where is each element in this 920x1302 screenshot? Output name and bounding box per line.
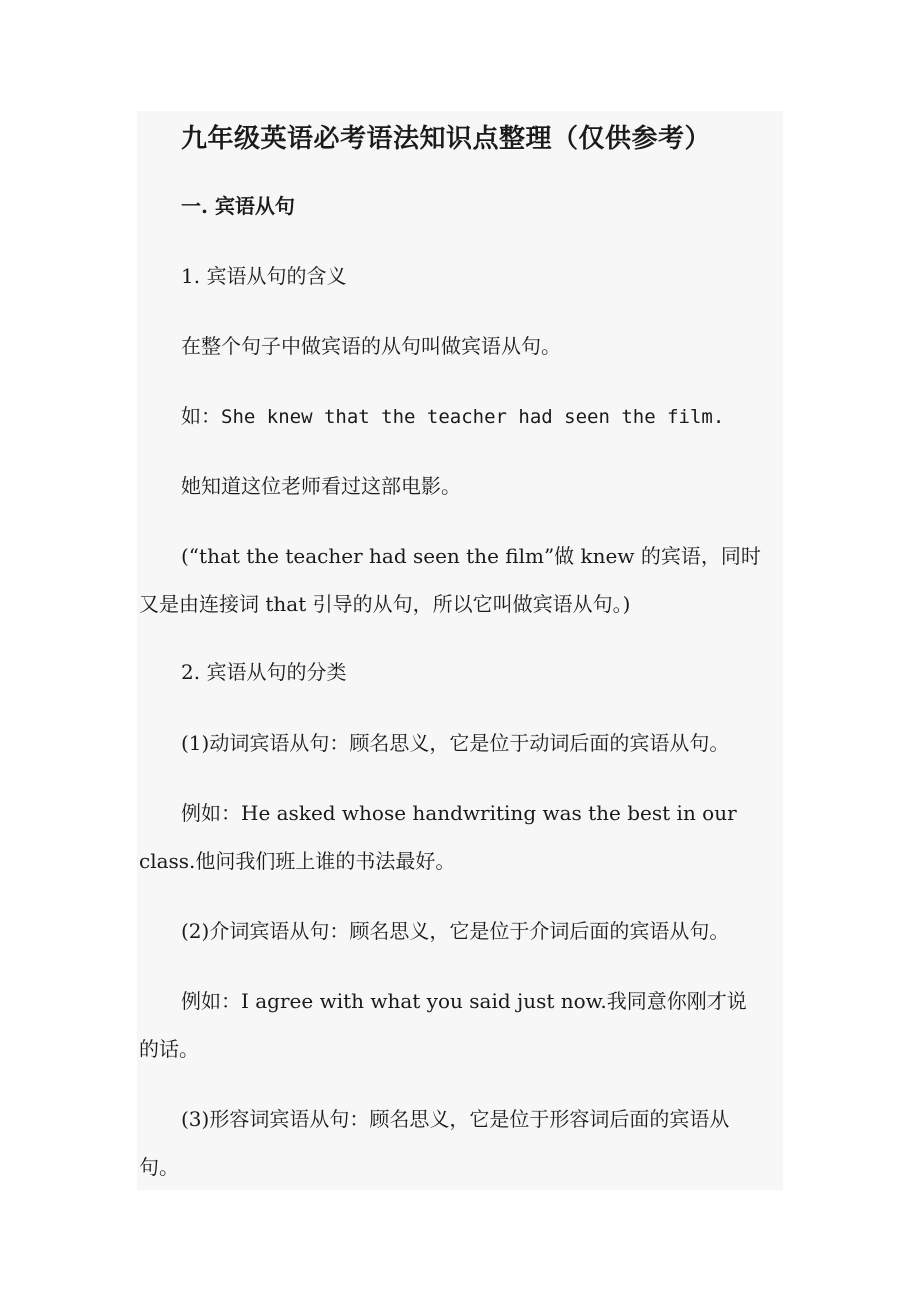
example-1-label: 如： <box>181 404 221 428</box>
document-page <box>137 111 783 1190</box>
type-2-example-line-1: 例如：I agree with what you said just now.我同意你刚才说 <box>181 989 747 1013</box>
type-adjective-object-clause-line-2: 句。 <box>139 1155 179 1179</box>
example-1 <box>181 404 724 429</box>
example-1-english: She knew that the teacher had seen the film. <box>221 406 725 428</box>
document-title: 九年级英语必考语法知识点整理（仅供参考） <box>181 124 712 154</box>
type-1-example-line-1: 例如：He asked whose handwriting was the best in our <box>181 801 737 825</box>
definition-text: 在整个句子中做宾语的从句叫做宾语从句。 <box>181 334 561 358</box>
example-1-translation: 她知道这位老师看过这部电影。 <box>181 474 461 498</box>
subsection-classification: 2. 宾语从句的分类 <box>181 660 347 684</box>
type-preposition-object-clause: (2)介词宾语从句：顾名思义，它是位于介词后面的宾语从句。 <box>181 919 730 943</box>
type-adjective-object-clause-line-1: (3)形容词宾语从句：顾名思义，它是位于形容词后面的宾语从 <box>181 1107 730 1131</box>
explanation-line-1: (“that the teacher had seen the film”做 knew 的宾语，同时 <box>181 544 761 568</box>
subsection-meaning: 1. 宾语从句的含义 <box>181 264 347 288</box>
explanation-line-2: 又是由连接词 that 引导的从句，所以它叫做宾语从句。) <box>139 592 631 616</box>
type-verb-object-clause: (1)动词宾语从句：顾名思义，它是位于动词后面的宾语从句。 <box>181 731 730 755</box>
type-2-example-line-2: 的话。 <box>139 1037 199 1061</box>
section-heading-object-clause: 一. 宾语从句 <box>181 194 295 218</box>
type-1-example-line-2: class.他问我们班上谁的书法最好。 <box>139 849 456 873</box>
